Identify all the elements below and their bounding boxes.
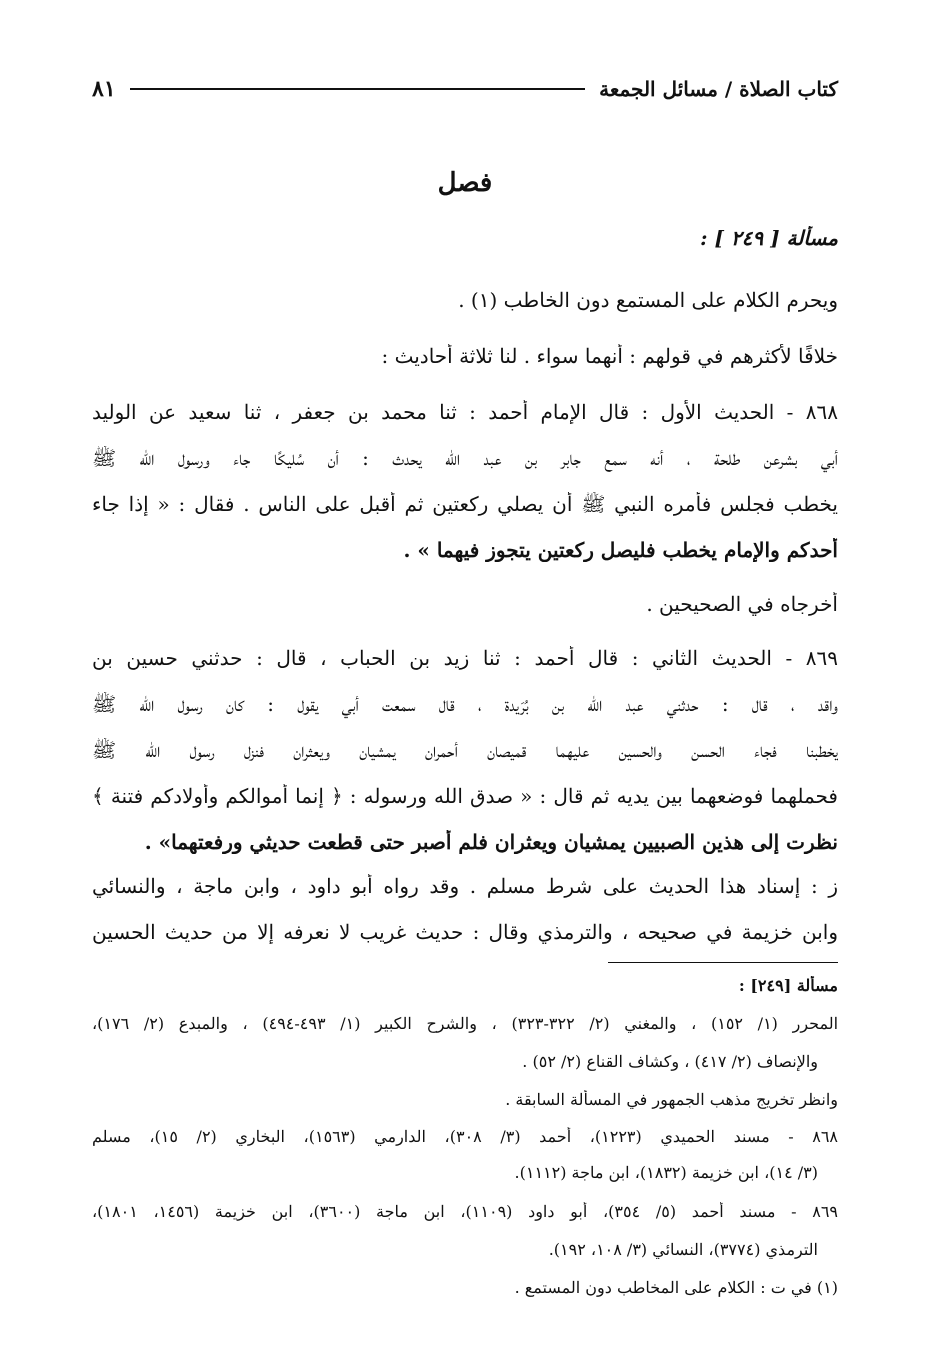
body-line: ويحرم الكلام على المستمع دون الخاطب (١) . — [458, 288, 838, 312]
masala-label: مسألة [ ٢٤٩ ] : — [700, 226, 838, 250]
footnote-line: (١) في ت : الكلام على المخاطب دون المستمع . — [514, 1278, 838, 1297]
footnote-line: (٣/ ١٤)، ابن خزيمة (١٨٣٢)، ابن ماجة (١١١٢). — [514, 1163, 818, 1182]
footnote-line: والإنصاف (٢/ ٤١٧) ، وكشاف القناع (٢/ ٥٢) . — [522, 1052, 818, 1071]
footnote-line: المحرر (١/ ١٥٢) ، والمغني (٢/ ٣٢٢-٣٢٣) ، والشرح الكبير (١/ ٤٩٣-٤٩٤) ، والمبدع (٢/ ١٧٦)، — [92, 1014, 838, 1033]
hadith-868-line: أحدكم والإمام يخطب فليصل ركعتين يتجوز فيهما » . — [403, 538, 838, 562]
hadith-869-line: نظرت إلى هذين الصبيين يمشيان ويعثران فلم أصبر حتى قطعت حديثي ورفعتهما» . — [144, 830, 838, 854]
section-title: فصل — [437, 168, 493, 198]
footnote-line: ٨٦٩ - مسند أحمد (٥/ ٣٥٤)، أبو داود (١١٠٩)، ابن ماجة (٣٦٠٠)، ابن خزيمة (١٤٥٦، ١٨٠١)، — [92, 1202, 838, 1221]
footnote-rule — [608, 962, 838, 963]
running-header — [92, 72, 838, 106]
hadith-869-line: فحملهما فوضعهما بين يديه ثم قال : « صدق الله ورسوله : ﴿ إنما أموالكم وأولادكم فتنة ﴾ — [92, 784, 838, 808]
hadith-868-line: يخطب فجلس فأمره النبي ﷺ أن يصلي ركعتين ثم أقبل على الناس . فقال : « إذا جاء — [92, 492, 838, 516]
hadith-869-line: ٨٦٩ - الحديث الثاني : قال أحمد : ثنا زيد بن الحباب ، قال : حدثني حسين بن — [92, 646, 838, 670]
page-number: ٨١ — [92, 76, 116, 102]
footnote-line: وانظر تخريج مذهب الجمهور في المسألة السابقة . — [505, 1090, 838, 1109]
footnote-line: ٨٦٨ - مسند الحميدي (١٢٢٣)، أحمد (٣/ ٣٠٨)، الدارمي (١٥٦٣)، البخاري (٢/ ١٥)، مسلم — [92, 1127, 838, 1146]
header-title: كتاب الصلاة / مسائل الجمعة — [599, 77, 838, 101]
commentary-line: ز : إسناد هذا الحديث على شرط مسلم . وقد رواه أبو داود ، وابن ماجة ، والنسائي — [92, 874, 838, 898]
hadith-868-line: ٨٦٨ - الحديث الأول : قال الإمام أحمد : ثنا محمد بن جعفر ، ثنا سعيد عن الوليد — [92, 400, 838, 424]
commentary-line: وابن خزيمة في صحيحه ، والترمذي وقال : حديث غريب لا نعرفه إلا من حديث الحسين — [92, 920, 838, 944]
body-line: خلافًا لأكثرهم في قولهم : أنهما سواء . لنا ثلاثة أحاديث : — [381, 344, 838, 368]
footnote-line: الترمذي (٣٧٧٤)، النسائي (٣/ ١٠٨، ١٩٢). — [548, 1240, 818, 1259]
hadith-869-line: يخطبنا فجاء الحسن والحسين عليهما قميصان أحمران يمشيان ويعثران فنزل رسول الله ﷺ — [92, 738, 838, 762]
header-rule — [130, 88, 585, 90]
takhrij-line: أخرجاه في الصحيحين . — [646, 592, 838, 616]
hadith-869-line: واقد ، قال : حدثني عبد الله بن بُرَيدة ، قال سمعت أبي يقول : كان رسول الله ﷺ — [92, 692, 838, 716]
footnote-heading: مسألة [٢٤٩] : — [738, 976, 838, 995]
hadith-868-line: أبي بشرعن طلحة ، أنه سمع جابر بن عبد الله يحدث : أن سُليكًا جاء ورسول الله ﷺ — [92, 446, 838, 470]
